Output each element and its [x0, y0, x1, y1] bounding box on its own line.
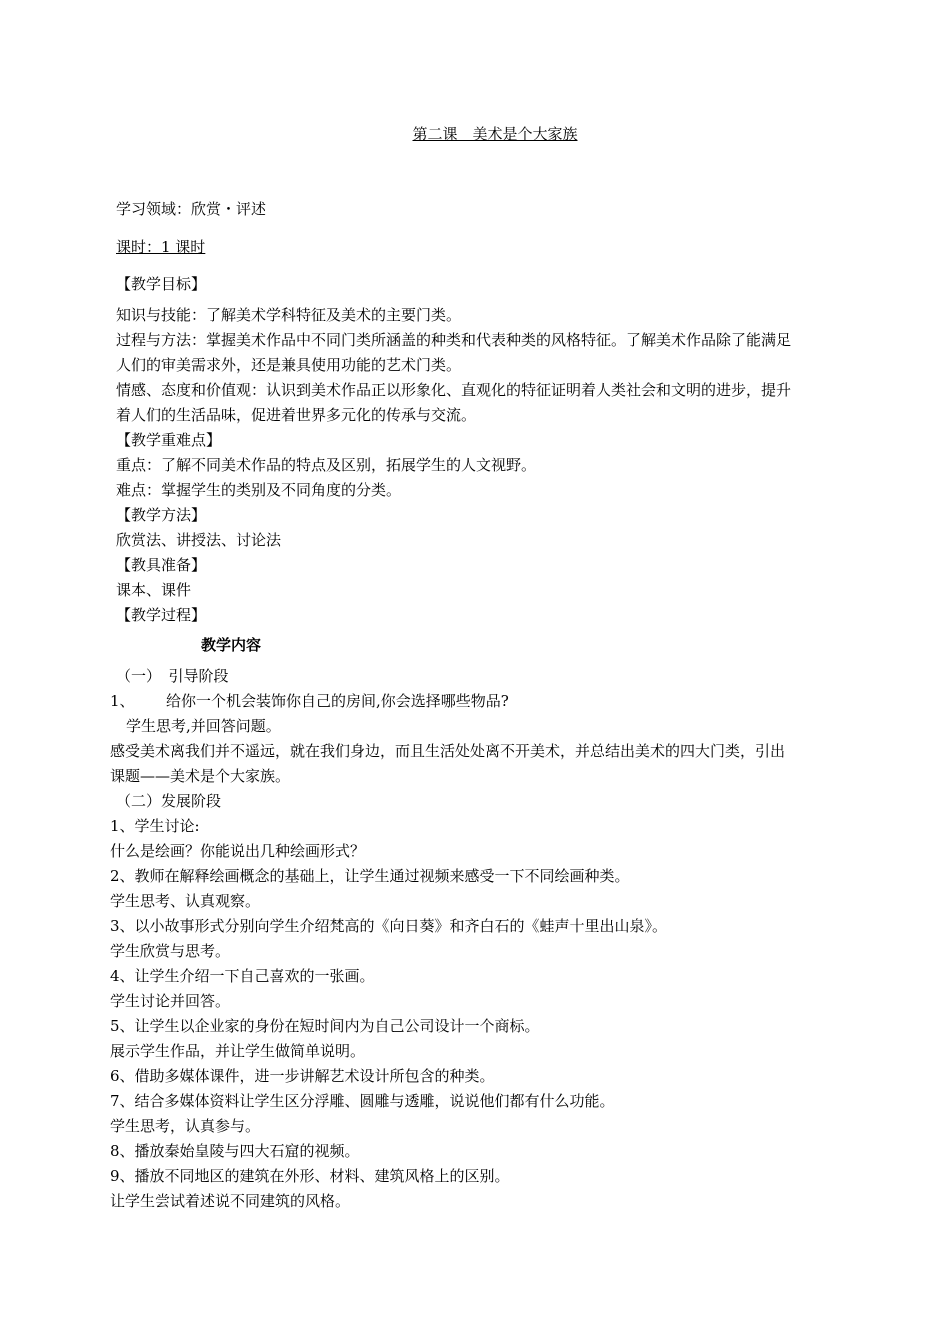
- stage2-line: 什么是绘画？你能说出几种绘画形式？: [110, 842, 366, 860]
- learning-field: 学习领域：欣赏・评述: [116, 200, 267, 218]
- stage1-question-number: 1、: [110, 692, 135, 710]
- methods-text: 欣赏法、讲授法、讨论法: [116, 531, 282, 549]
- goals-heading: 【教学目标】: [116, 275, 207, 293]
- stage1-question: 给你一个机会装饰你自己的房间,你会选择哪些物品?: [166, 692, 509, 710]
- stage1-answer: 学生思考,并回答问题。: [126, 717, 281, 735]
- page-title: 第二课 美术是个大家族: [412, 125, 578, 143]
- difficult-point: 难点：掌握学生的类别及不同角度的分类。: [116, 481, 402, 499]
- tools-text: 课本、课件: [116, 581, 192, 599]
- stage2-line: 4、让学生介绍一下自己喜欢的一张画。: [110, 967, 375, 985]
- stage1-paragraph-line2: 课题——美术是个大家族。: [110, 767, 291, 785]
- stage2-heading: （二）发展阶段: [116, 792, 222, 810]
- class-hours: 课时：1 课时: [116, 238, 206, 256]
- stage2-line: 7、结合多媒体资料让学生区分浮雕、圆雕与透雕，说说他们都有什么功能。: [110, 1092, 615, 1110]
- stage2-line: 8、播放秦始皇陵与四大石窟的视频。: [110, 1142, 360, 1160]
- stage2-line: 9、播放不同地区的建筑在外形、材料、建筑风格上的区别。: [110, 1167, 510, 1185]
- stage2-line: 3、以小故事形式分别向学生介绍梵高的《向日葵》和齐白石的《蛙声十里出山泉》。: [110, 917, 668, 935]
- content-heading: 教学内容: [201, 636, 262, 654]
- process-heading: 【教学过程】: [116, 606, 207, 624]
- keypoints-heading: 【教学重难点】: [116, 431, 222, 449]
- stage2-line: 学生思考、认真观察。: [110, 892, 261, 910]
- stage2-line: 让学生尝试着述说不同建筑的风格。: [110, 1192, 351, 1210]
- goal-process-line1: 过程与方法：掌握美术作品中不同门类所涵盖的种类和代表种类的风格特征。了解美术作品除了能满足: [116, 331, 792, 349]
- goal-process-line2: 人们的审美需求外，还是兼具使用功能的艺术门类。: [116, 356, 462, 374]
- methods-heading: 【教学方法】: [116, 506, 207, 524]
- stage2-line: 1、学生讨论:: [110, 817, 200, 835]
- key-point: 重点：了解不同美术作品的特点及区别，拓展学生的人文视野。: [116, 456, 537, 474]
- goal-knowledge: 知识与技能：了解美术学科特征及美术的主要门类。: [116, 306, 462, 324]
- tools-heading: 【教具准备】: [116, 556, 207, 574]
- goal-emotion-line1: 情感、态度和价值观：认识到美术作品正以形象化、直观化的特征证明着人类社会和文明的进步，提升: [116, 381, 792, 399]
- stage1-heading: （一） 引导阶段: [116, 667, 229, 685]
- goal-emotion-line2: 着人们的生活品味，促进着世界多元化的传承与交流。: [116, 406, 477, 424]
- stage2-line: 学生讨论并回答。: [110, 992, 231, 1010]
- stage2-line: 展示学生作品，并让学生做简单说明。: [110, 1042, 366, 1060]
- stage2-line: 5、让学生以企业家的身份在短时间内为自己公司设计一个商标。: [110, 1017, 540, 1035]
- stage2-line: 6、借助多媒体课件，进一步讲解艺术设计所包含的种类。: [110, 1067, 495, 1085]
- stage2-line: 学生思考，认真参与。: [110, 1117, 261, 1135]
- stage2-line: 2、教师在解释绘画概念的基础上，让学生通过视频来感受一下不同绘画种类。: [110, 867, 630, 885]
- stage1-paragraph-line1: 感受美术离我们并不遥远，就在我们身边，而且生活处处离不开美术，并总结出美术的四大门类，引出: [110, 742, 786, 760]
- stage2-line: 学生欣赏与思考。: [110, 942, 231, 960]
